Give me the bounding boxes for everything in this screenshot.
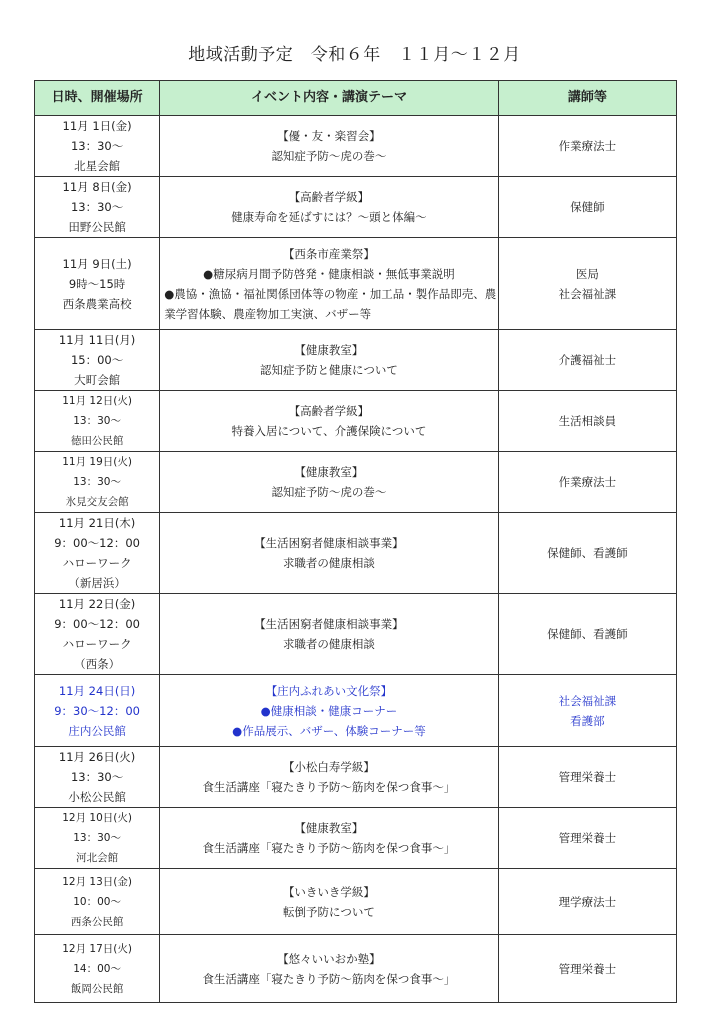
event-venue: 西条農業高校 [62,296,132,311]
cell-lecturer [498,238,676,330]
cell-event [160,330,499,391]
schedule-table [34,80,677,1003]
cell-lecturer [498,675,676,747]
cell-event [160,808,499,869]
event-venue: 北星会館 [74,159,121,173]
table-row [35,330,677,391]
event-title: 【健康教室】 [294,465,364,479]
event-date: 11月 19日(火) [62,456,132,468]
lecturer-name: 看護部 [570,713,605,728]
event-date: 12月 10日(火) [62,812,132,824]
cell-event [160,177,499,238]
lecturer-name: 保健師 [570,200,605,214]
cell-event [160,594,499,675]
event-venue: ハローワーク [62,637,132,651]
cell-event [160,675,499,747]
event-venue: 庄内公民館 [68,723,126,738]
event-title: 【小松白寿学級】 [282,760,375,774]
table-row [35,869,677,935]
page-title: 地域活動予定 令和６年 １１月～１２月 [188,45,521,65]
event-title: 【優・友・楽習会】 [277,129,381,143]
event-title: 【高齢者学級】 [288,190,370,204]
cell-date-place [35,675,160,747]
cell-lecturer [498,330,676,391]
header-event-theme: イベント内容・講演テーマ [160,81,499,116]
lecturer-name: 管理栄養士 [558,770,617,784]
event-date: 11月 24日(日) [58,683,136,698]
event-title: 【いきいき学級】 [282,884,375,899]
event-title: 【生活困窮者健康相談事業】 [254,617,404,631]
event-venue: （西条） [74,657,121,671]
cell-event [160,452,499,513]
event-detail: ●健康相談・健康コーナー [260,703,398,718]
lecturer-name: 作業療法士 [558,139,617,153]
event-time: 13：30～ [70,770,124,784]
event-venue: 飯岡公民館 [70,982,124,995]
event-venue: 氷見交友会館 [65,496,129,508]
event-time: 13：30～ [73,832,121,844]
cell-lecturer [498,513,676,594]
cell-date-place [35,513,160,594]
table-row [35,675,677,747]
cell-event [160,238,499,330]
lecturer-name: 保健師、看護師 [547,627,628,641]
lecturer-name: 管理栄養士 [558,961,617,976]
event-detail: 食生活講座「寝たきり予防～筋肉を保つ食事～」 [202,780,456,794]
event-time: 13：30～ [73,476,121,488]
event-time: 15：00～ [70,353,124,367]
event-date: 11月 22日(金) [58,597,136,611]
event-venue: 田野公民館 [68,220,126,234]
event-date: 12月 17日(火) [62,942,132,955]
event-title: 【庄内ふれあい文化祭】 [265,683,393,698]
event-date: 11月 8日(金) [62,180,132,194]
cell-date-place [35,116,160,177]
cell-lecturer [498,747,676,808]
event-date: 11月 26日(火) [58,750,136,764]
event-title: 【生活困窮者健康相談事業】 [254,536,404,550]
schedule-body [35,116,677,1003]
event-time: 13：30～ [70,200,124,214]
cell-event [160,513,499,594]
event-title: 【高齢者学級】 [288,404,370,418]
cell-event [160,935,499,1003]
event-date: 11月 9日(土) [62,256,132,271]
event-detail: 認知症予防～虎の巻～ [271,485,387,499]
table-header-row [35,81,677,116]
event-time: 14：00～ [73,962,121,975]
event-detail: 認知症予防～虎の巻～ [271,149,387,163]
lecturer-name: 管理栄養士 [558,831,617,845]
event-detail: ●農協・漁協・福祉関係団体等の物産・加工品・製作品即売、農業学習体験、農産物加工実演、バザー等 [164,286,497,321]
cell-date-place [35,238,160,330]
event-detail: ●糖尿病月間予防啓発・健康相談・無低事業説明 [203,266,455,281]
table-row [35,452,677,513]
header-lecturer: 講師等 [498,81,676,116]
event-detail: 認知症予防と健康について [260,363,398,377]
event-venue: 西条公民館 [70,915,124,928]
event-detail: 転倒予防について [283,904,375,919]
event-time: 9時～15時 [68,276,126,291]
table-row [35,391,677,452]
cell-event [160,869,499,935]
cell-lecturer [498,116,676,177]
cell-event [160,747,499,808]
table-row [35,238,677,330]
cell-date-place [35,747,160,808]
header-date-place: 日時、開催場所 [35,81,160,116]
lecturer-name: 介護福祉士 [558,353,617,367]
event-venue: ハローワーク [62,556,132,570]
lecturer-name: 作業療法士 [558,475,617,489]
event-venue: 小松公民館 [68,790,126,804]
lecturer-name: 医局 [575,266,599,281]
event-title: 【健康教室】 [294,343,364,357]
event-detail: 求職者の健康相談 [282,637,375,651]
event-time: 13：30～ [70,139,124,153]
table-row [35,747,677,808]
event-date: 12月 13日(金) [62,875,132,888]
event-title: 【健康教室】 [294,821,364,835]
event-detail: 特養入居について、介護保険について [231,424,427,438]
event-detail: 食生活講座「寝たきり予防～筋肉を保つ食事～」 [202,971,456,986]
cell-date-place [35,869,160,935]
cell-lecturer [498,808,676,869]
cell-date-place [35,177,160,238]
cell-date-place [35,391,160,452]
lecturer-name: 保健師、看護師 [547,546,628,560]
event-detail: 食生活講座「寝たきり予防～筋肉を保つ食事～」 [202,841,456,855]
cell-lecturer [498,391,676,452]
table-row [35,594,677,675]
table-row [35,116,677,177]
lecturer-name: 理学療法士 [558,894,617,909]
event-title: 【西条市産業祭】 [282,246,375,261]
lecturer-name: 社会福祉課 [558,693,617,708]
event-venue: 徳田公民館 [70,435,124,447]
table-row [35,177,677,238]
cell-event [160,391,499,452]
event-venue: （新居浜） [68,576,126,590]
cell-lecturer [498,935,676,1003]
event-time: 9：00～12：00 [54,536,140,550]
event-venue: 大町会館 [74,373,121,387]
lecturer-name: 生活相談員 [558,414,617,428]
cell-lecturer [498,594,676,675]
event-title: 【悠々いいおか塾】 [277,951,381,966]
event-detail: ●作品展示、バザー、体験コーナー等 [232,723,426,738]
table-row [35,513,677,594]
event-time: 9：00～12：00 [54,617,140,631]
event-time: 9：30～12：00 [54,703,140,718]
cell-event [160,116,499,177]
table-row [35,808,677,869]
cell-lecturer [498,177,676,238]
lecturer-name: 社会福祉課 [558,286,617,301]
event-date: 11月 21日(木) [58,516,136,530]
cell-date-place [35,935,160,1003]
cell-lecturer [498,452,676,513]
event-date: 11月 11日(月) [58,333,136,347]
event-date: 11月 1日(金) [62,119,132,133]
event-detail: 求職者の健康相談 [282,556,375,570]
event-time: 13：30～ [73,415,121,427]
cell-date-place [35,594,160,675]
cell-lecturer [498,869,676,935]
cell-date-place [35,452,160,513]
cell-date-place [35,808,160,869]
event-detail: 健康寿命を延ばすには？～頭と体編～ [231,210,427,224]
table-row [35,935,677,1003]
event-venue: 河北会館 [76,852,119,864]
event-time: 10：00～ [73,895,121,908]
cell-date-place [35,330,160,391]
event-date: 11月 12日(火) [62,395,132,407]
